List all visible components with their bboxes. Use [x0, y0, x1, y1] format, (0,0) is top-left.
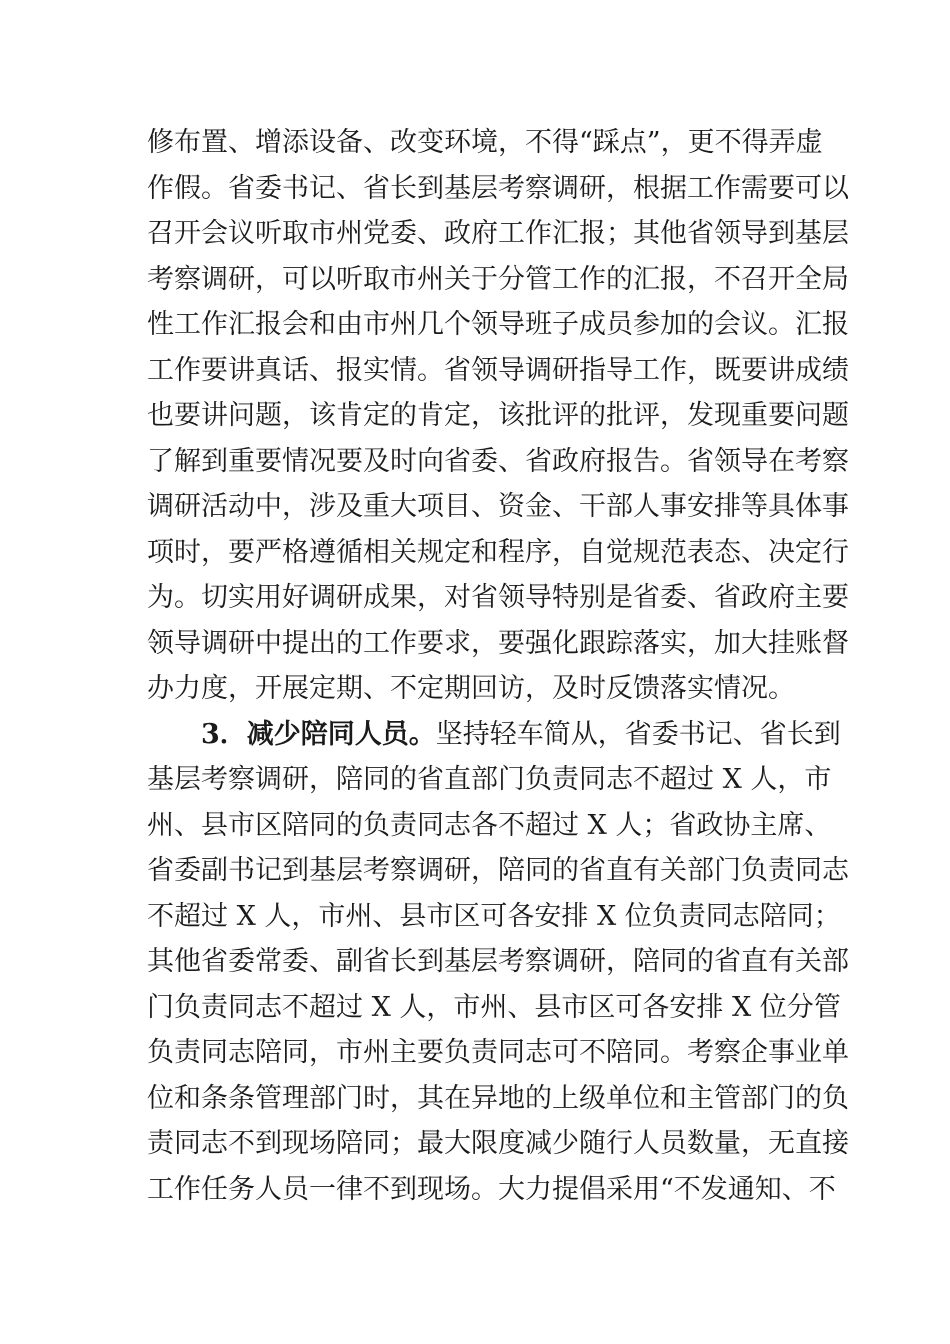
section-heading: 3．减少陪同人员。: [201, 718, 436, 750]
paragraph-1: [147, 120, 849, 712]
text-line: 责同志不到现场陪同；最大限度减少随行人员数量，无直接: [147, 1128, 849, 1159]
text-line: 领导调研中提出的工作要求，要强化跟踪落实，加大挂账督: [147, 627, 849, 659]
text-line: 负责同志陪同，市州主要负责同志可不陪同。考察企事业单: [147, 1037, 849, 1068]
text-line: 州、县市区陪同的负责同志各不超过 X 人；省政协主席、: [147, 809, 832, 841]
text-line: 为。切实用好调研成果，对省领导特别是省委、省政府主要: [147, 582, 849, 613]
text-line: 考察调研，可以听取市州关于分管工作的汇报，不召开全局: [147, 263, 849, 295]
text-line: 性工作汇报会和由市州几个领导班子成员参加的会议。汇报: [147, 309, 849, 340]
text-line: 也要讲问题，该肯定的肯定，该批评的批评，发现重要问题: [147, 400, 849, 431]
document-body: [147, 120, 849, 1212]
text-line: 作假。省委书记、省长到基层考察调研，根据工作需要可以: [147, 172, 849, 204]
text-line: 不超过 X 人，市州、县市区可各安排 X 位负责同志陪同；: [147, 900, 841, 932]
text-line: 基层考察调研，陪同的省直部门负责同志不超过 X 人，市: [147, 764, 832, 795]
text-segment: 坚持轻车简从，省委书记、省长到: [435, 718, 841, 750]
text-line: 办力度，开展定期、不定期回访，及时反馈落实情况。: [147, 673, 795, 704]
text-line: 调研活动中，涉及重大项目、资金、干部人事安排等具体事: [147, 491, 849, 522]
text-line: 工作要讲真话、报实情。省领导调研指导工作，既要讲成绩: [147, 354, 849, 386]
text-line: 修布置、增添设备、改变环境，不得“踩点”，更不得弄虚: [147, 127, 823, 158]
text-line: 了解到重要情况要及时向省委、省政府报告。省领导在考察: [147, 445, 849, 477]
paragraph-2: [147, 712, 849, 1213]
text-line: 省委副书记到基层考察调研，陪同的省直有关部门负责同志: [147, 855, 849, 886]
text-line: 门负责同志不超过 X 人，市州、县市区可各安排 X 位分管: [147, 991, 841, 1023]
text-line: 项时，要严格遵循相关规定和程序，自觉规范表态、决定行: [147, 536, 849, 568]
text-line-first: [147, 712, 841, 758]
text-line: 位和条条管理部门时，其在异地的上级单位和主管部门的负: [147, 1082, 849, 1114]
text-line: 召开会议听取市州党委、政府工作汇报；其他省领导到基层: [147, 218, 849, 249]
text-line: 工作任务人员一律不到现场。大力提倡采用“不发通知、不: [147, 1173, 836, 1205]
text-line: 其他省委常委、副省长到基层考察调研，陪同的省直有关部: [147, 946, 849, 977]
